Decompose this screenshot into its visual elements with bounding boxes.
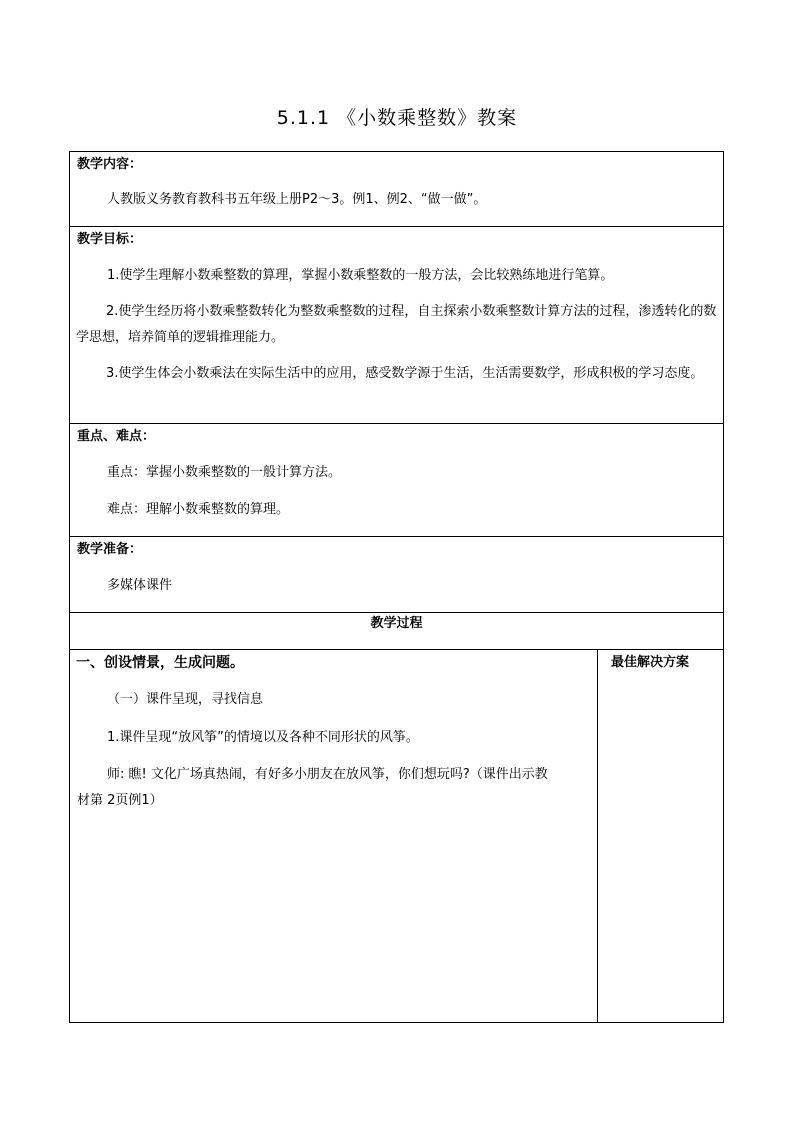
row-divider	[70, 226, 723, 227]
goal-item-2: 2.使学生经历将小数乘整数转化为整数乘整数的过程，自主探索小数乘整数计算方法的过程，渗透转化的数学思想，培养简单的逻辑推理能力。	[76, 304, 717, 345]
process-heading: 教学过程	[370, 616, 423, 631]
teacher-line-2: 材第 2页例1）	[77, 793, 163, 808]
key-points-heading: 重点、难点：	[77, 429, 156, 444]
content-heading: 教学内容：	[77, 157, 143, 172]
side-heading: 最佳解决方案	[611, 655, 690, 670]
row-divider	[70, 536, 723, 537]
column-divider	[597, 649, 598, 1023]
key-point-text: 重点：掌握小数乘整数的一般计算方法。	[107, 465, 342, 480]
goal-item-3: 3.使学生体会小数乘法在实际生活中的应用，感受数学源于生活，生活需要数学，形成积极的学习态度。	[106, 366, 704, 381]
preparation-text: 多媒体课件	[107, 578, 173, 593]
row-divider	[70, 649, 723, 650]
row-divider	[70, 612, 723, 613]
difficulty-text: 难点：理解小数乘整数的算理。	[107, 502, 290, 517]
step-1-text: 1.课件呈现“放风筝”的情境以及各种不同形状的风筝。	[107, 730, 419, 745]
goal-item-1: 1.使学生理解小数乘整数的算理，掌握小数乘整数的一般方法，会比较熟练地进行笔算。	[107, 268, 614, 283]
teacher-line-1: 师: 瞧! 文化广场真热闹，有好多小朋友在放风筝，你们想玩吗?（课件出示教	[107, 767, 548, 782]
lesson-plan-table	[69, 151, 724, 1023]
page-title: 5.1.1 《小数乘整数》教案	[276, 107, 518, 129]
goals-heading: 教学目标：	[77, 232, 143, 247]
sub-title: （一）课件呈现，寻找信息	[107, 692, 264, 707]
section-title: 一、创设情景，生成问题。	[76, 655, 244, 671]
content-text: 人教版义务教育教科书五年级上册P2～3。例1、例2、“做一做”。	[107, 192, 487, 207]
row-divider	[70, 423, 723, 424]
preparation-heading: 教学准备：	[77, 542, 143, 557]
